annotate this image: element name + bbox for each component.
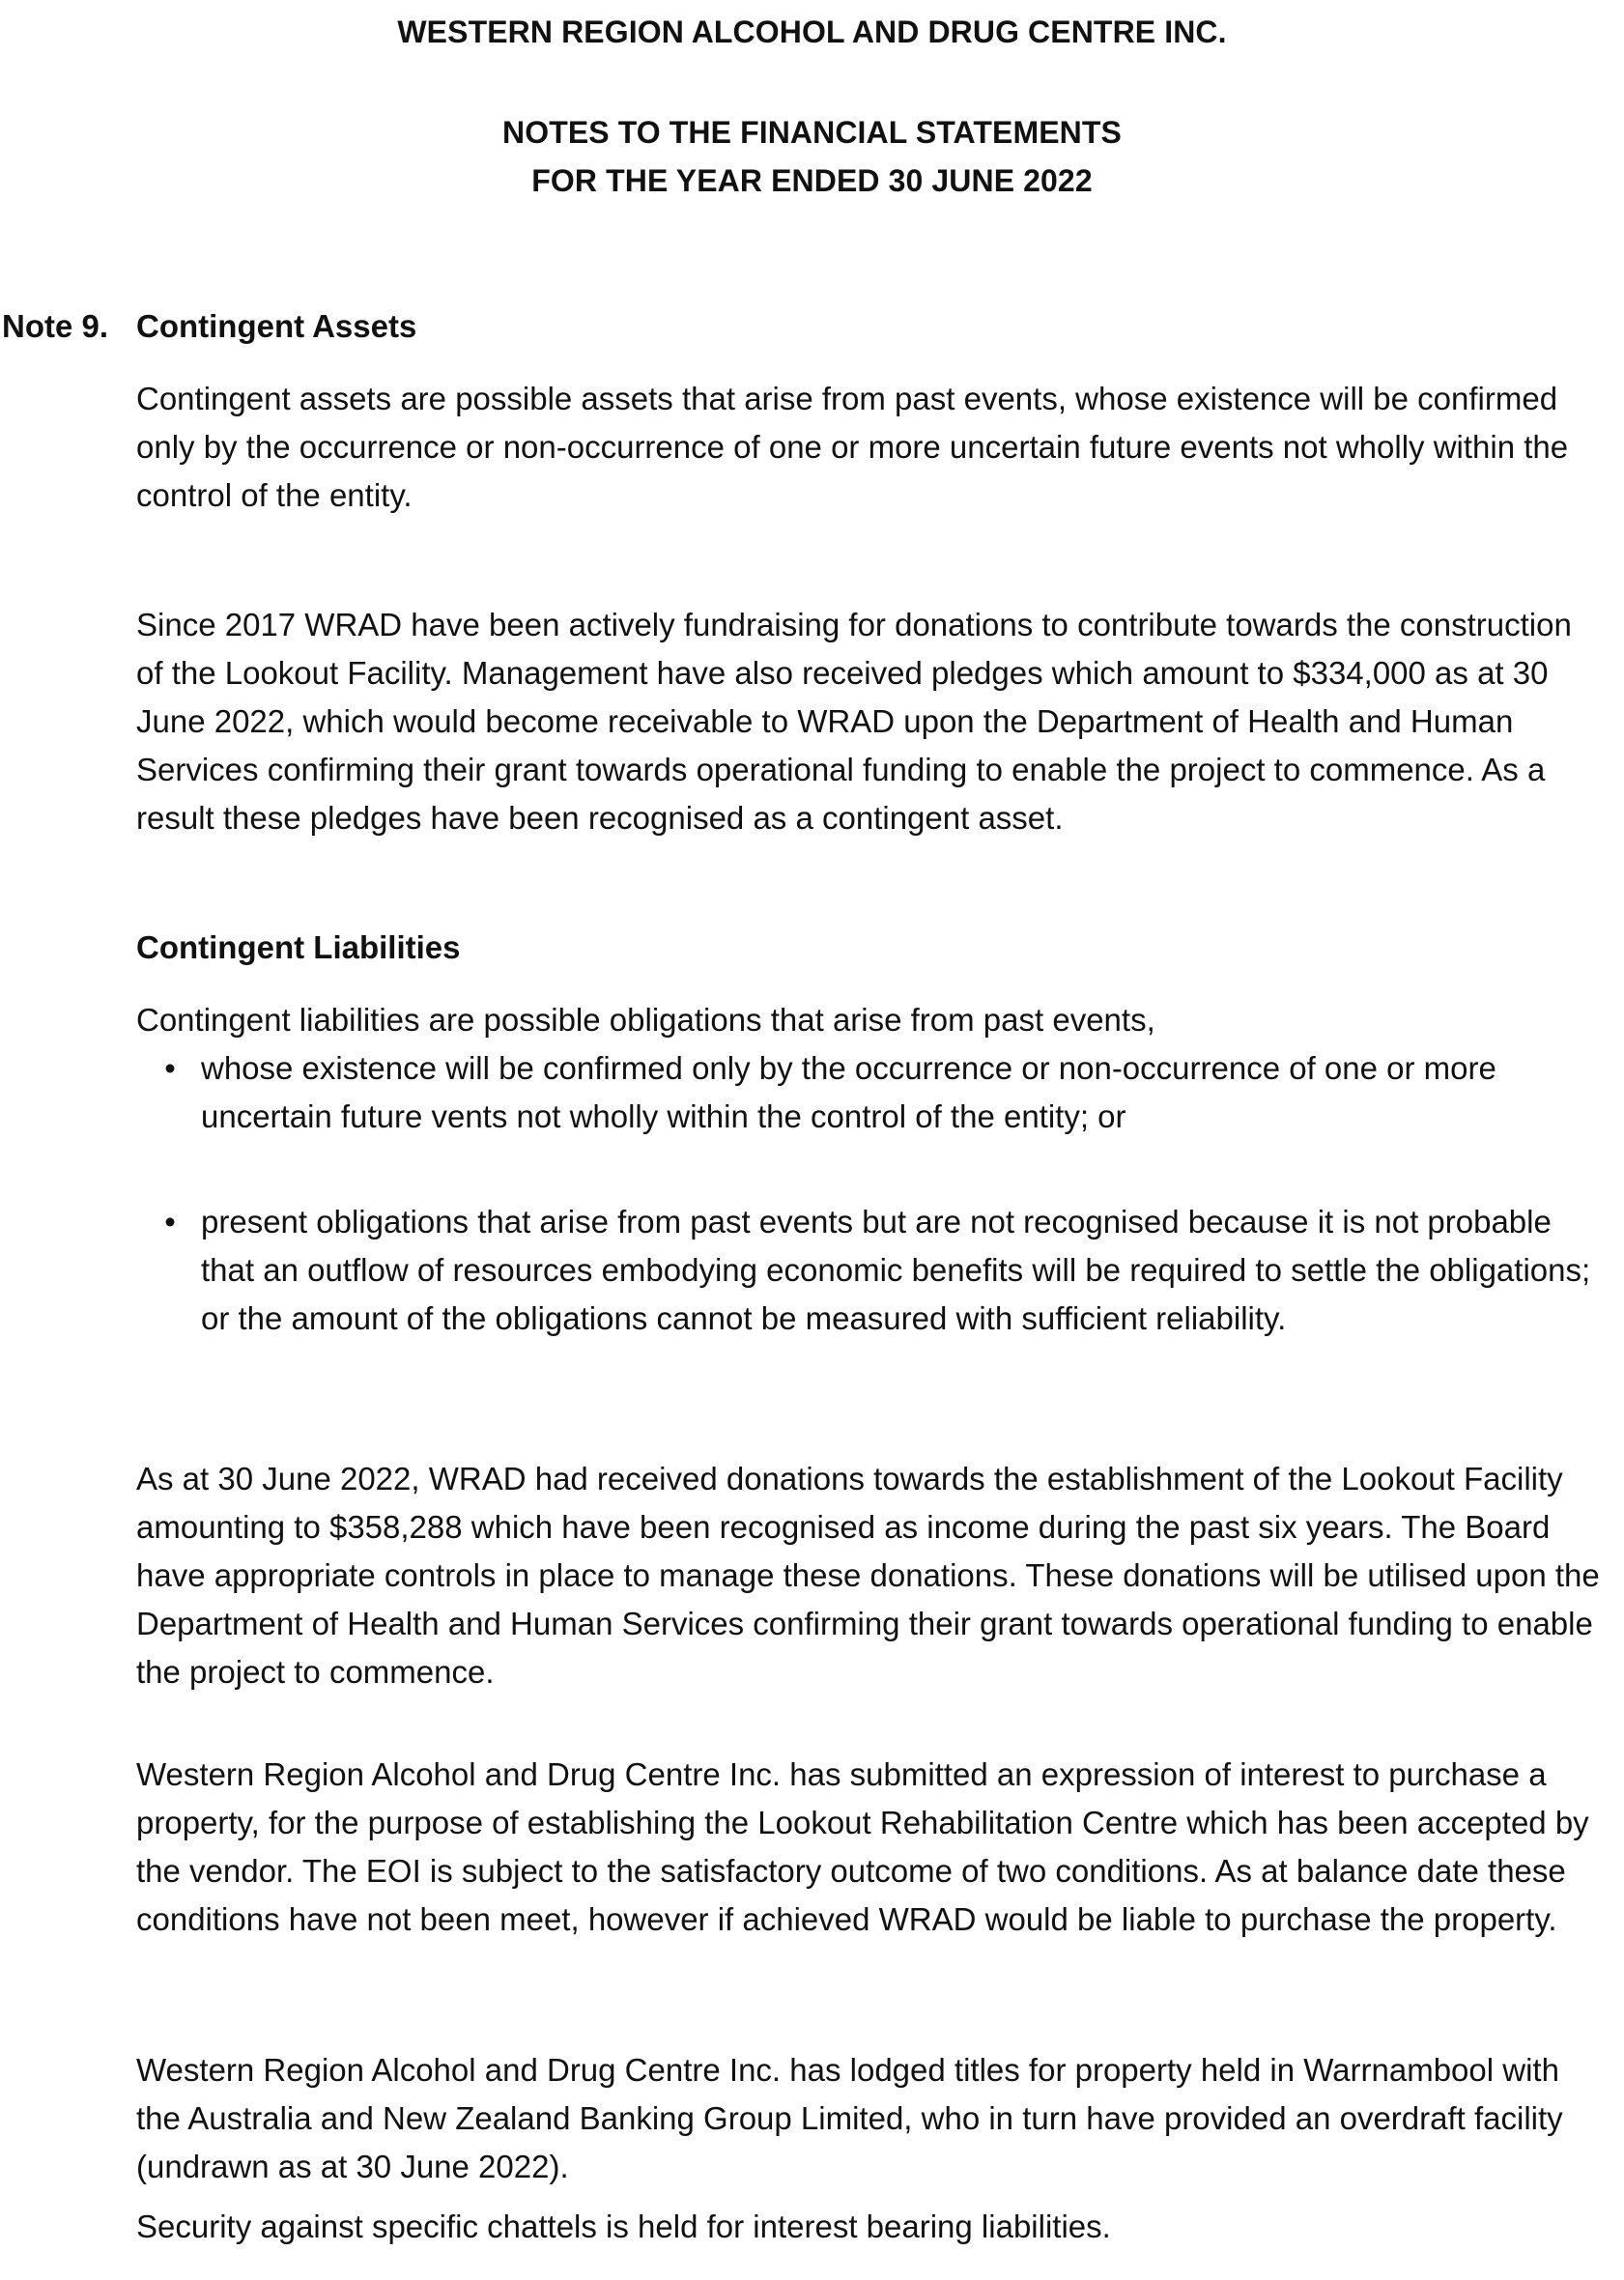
contingent-assets-definition: Contingent assets are possible assets that arise from past events, whose existence will be confirmed only by the occurrence or non-occurrence of one or more uncertain future events not wholly within the control of the entity. [136,381,1569,513]
titles-paragraph: Western Region Alcohol and Drug Centre Inc. has lodged titles for property held in Warrnambool with the Australia and New Zealand Banking Group Limited, who in turn have provided an overdraft facility (undrawn as at 30 June 2022). [136,2052,1563,2184]
contingent-assets-heading: Contingent Assets [136,308,417,344]
bullet-icon: • [164,1050,176,1086]
bullet-icon: • [164,1204,176,1240]
eoi-paragraph: Western Region Alcohol and Drug Centre Inc. has submitted an expression of interest to purchase a property, for the purpose of establishing the Lookout Rehabilitation Centre which has been accepted by the vendor. The EOI is subject to the satisfactory outcome of two conditions. As at balance date these conditions have not been meet, however if achieved WRAD would be liable to purchase the property. [136,1756,1589,1937]
bullet-text: present obligations that arise from past events but are not recognised because it is not probable that an outflow of resources embodying economic benefits will be required to settle the obligations; or the amount of the obligations cannot be measured with sufficient reliability. [201,1204,1591,1336]
donations-paragraph: As at 30 June 2022, WRAD had received donations towards the establishment of the Lookout Facility amounting to $358,288 which have been recognised as income during the past six years. The Board have appropriate controls in place to manage these donations. These donations will be utilised upon the Department of Health and Human Services confirming their grant towards operational funding to enable the project to commence. [136,1461,1600,1690]
security-paragraph: Security against specific chattels is held for interest bearing liabilities. [136,2209,1111,2244]
year-ended-title: FOR THE YEAR ENDED 30 JUNE 2022 [531,163,1093,198]
bullet-list-item [136,1044,1605,1141]
bullet-list-item [136,1198,1605,1343]
contingent-liabilities-intro: Contingent liabilities are possible obligations that arise from past events, [136,1002,1155,1038]
pledges-paragraph: Since 2017 WRAD have been actively fundraising for donations to contribute towards the construction of the Lookout Facility. Management have also received pledges which amount to $334,000 as at 30 June 2022, which would become receivable to WRAD upon the Department of Health and Human Services confirming their grant towards operational funding to enable the project to commence. As a result these pledges have been recognised as a contingent asset. [136,607,1572,836]
bullet-text: whose existence will be confirmed only by the occurrence or non-occurrence of one or more uncertain future vents not wholly within the control of the entity; or [201,1050,1496,1134]
notes-title: NOTES TO THE FINANCIAL STATEMENTS [502,115,1122,150]
note-number: Note 9. [2,308,109,344]
organization-title: WESTERN REGION ALCOHOL AND DRUG CENTRE INC. [397,14,1227,49]
contingent-liabilities-heading: Contingent Liabilities [136,929,461,965]
